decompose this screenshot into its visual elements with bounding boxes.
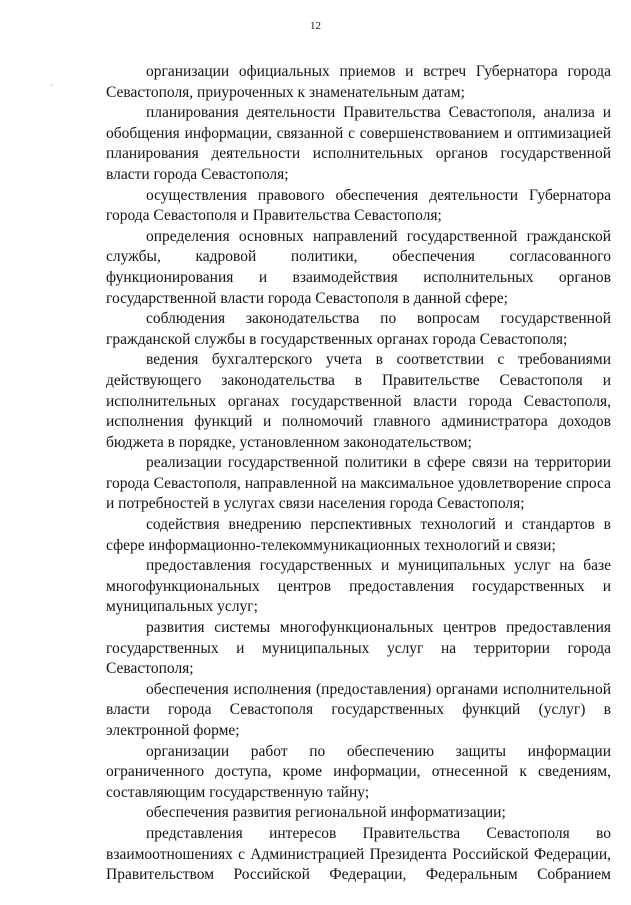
paragraph: ведения бухгалтерского учета в соответствии с требованиями действующего законодательства в Правительстве Севастополя и исполнительных органах государственной власти города Севастополя, исполнения функций и полномочий главного администратора доходов бюджета в порядке, установленном законодательством; [106, 351, 611, 451]
page-number: 12 [310, 20, 321, 32]
paragraph: обеспечения исполнения (предоставления) органами исполнительной власти города Севастополя государственных функций (услуг) в электронной форме; [106, 680, 611, 739]
paragraph: организации работ по обеспечению защиты информации ограниченного доступа, кроме информации, отнесенной к сведениям, составляющим государственную тайну; [106, 742, 611, 801]
body-text [106, 62, 611, 886]
margin-dot: · [50, 81, 53, 90]
paragraph: определения основных направлений государственной гражданской службы, кадровой политики, обеспечения согласованного функционирования и взаимодействия исполнительных органов государственной власти города Севастополя в данной сфере; [106, 227, 611, 307]
paragraph: развития системы многофункциональных центров предоставления государственных и муниципальных услуг на территории города Севастополя; [106, 619, 611, 678]
paragraph: организации официальных приемов и встреч Губернатора города Севастополя, приуроченных к знаменательным датам; [106, 63, 611, 101]
paragraph: осуществления правового обеспечения деятельности Губернатора города Севастополя и Правительства Севастополя; [106, 186, 611, 225]
paragraph: реализации государственной политики в сфере связи на территории города Севастополя, направленной на максимальное удовлетворение спроса и потребностей в услугах связи населения города Севастополя; [106, 454, 611, 513]
paragraph: планирования деятельности Правительства Севастополя, анализа и обобщения информации, связанной с совершенствованием и оптимизацией планирования деятельности исполнительных органов государственной власти города Севастополя; [106, 104, 611, 183]
paragraph: представления интересов Правительства Севастополя во взаимоотношениях с Администрацией Президента Российской Федерации, Правительством Российской Федерации, Федеральным Собранием [106, 824, 611, 884]
paragraph: соблюдения законодательства по вопросам государственной гражданской службы в государственных органах города Севастополя; [106, 310, 611, 348]
paragraph: содействия внедрению перспективных технологий и стандартов в сфере информационно-телекоммуникационных технологий и связи; [106, 516, 611, 554]
paragraph: предоставления государственных и муниципальных услуг на базе многофункциональных центров предоставления государственных и муниципальных услуг; [106, 557, 611, 616]
paragraph: обеспечения развития региональной информатизации; [146, 804, 506, 822]
